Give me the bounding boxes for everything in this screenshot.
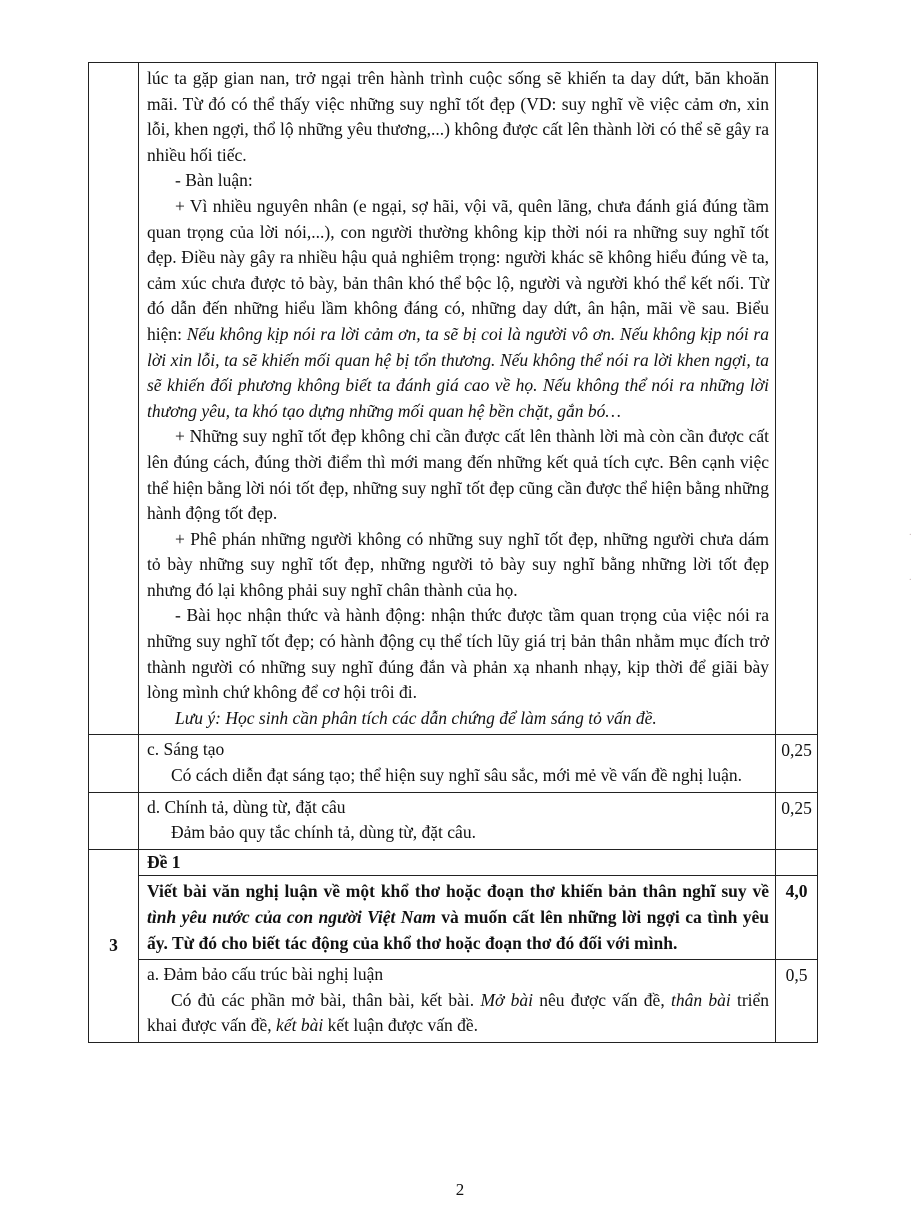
example-italic-text: Nếu không kịp nói ra lời cảm ơn, ta sẽ bị coi là người vô ơn. Nếu không kịp nói ra lời xin lỗi, ta sẽ khiến mối quan hệ bị tổn thương. Nếu không thể nói ra lời khen ngợi, ta sẽ khiến đối phương không biết ta đánh giá cao về họ. Nếu không thể nói ra những lời thương yêu, ta khó tạo dựng những mối quan hệ bền chặt, gắn bó… [147, 323, 769, 421]
prompt-emphasis: tình yêu nước của con người Việt Nam [147, 907, 436, 927]
essay-prompt [147, 879, 769, 956]
discussion-heading: - Bàn luận: [175, 170, 253, 191]
table-row-discussion [89, 63, 818, 735]
structure-text-4: kết luận được vấn đề. [327, 1015, 478, 1036]
score-value [776, 876, 817, 904]
criterion-title: d. Chính tả, dùng từ, đặt câu [147, 796, 346, 817]
score-cell [776, 792, 818, 849]
content-cell [139, 876, 776, 960]
criterion-description: Có cách diễn đạt sáng tạo; thể hiện suy nghĩ sâu sắc, mới mẻ về vấn đề nghị luận. [171, 765, 743, 786]
content-cell [139, 849, 776, 876]
structure-text-2: nêu được vấn đề, [539, 989, 665, 1010]
cause-text: + Vì nhiều nguyên nhân (e ngại, sợ hãi, vội vã, quên lãng, chưa đánh giá đúng tầm quan trọng của lời nói,...), con người thường không kịp thời nói ra những suy nghĩ tốt đẹp. Điều này gây ra nhiều hậu quả nghiêm trọng: người khác sẽ không hiểu đúng về ta, cảm xúc chưa được tỏ bày, bản thân khó thể bộc lộ, người và người khó thể kết nối. Từ đó dẫn đến những hiểu lầm không đáng có, những day dứt, ân hận, mãi về sau. Biểu hiện: [147, 195, 769, 344]
question-number-cell [89, 849, 139, 1042]
structure-text-3: triển khai được vấn đề, [147, 989, 770, 1036]
content-cell [139, 735, 776, 792]
criterion-description: Đảm bảo quy tắc chính tả, dùng từ, đặt câu. [171, 822, 476, 843]
table-row-de-label [89, 849, 818, 876]
lesson-paragraph: - Bài học nhận thức và hành động: nhận thức được tầm quan trọng của việc nói ra những suy nghĩ tốt đẹp; có hành động cụ thể tích lũy giá trị bản thân nhằm mục đích trở thành người có những suy nghĩ đúng đắn và phản xạ nhanh nhạy, kịp thời để giãi bày lòng mình chứ không để cơ hội trôi đi. [147, 605, 769, 703]
content-cell [139, 960, 776, 1043]
table-row-creativity [89, 735, 818, 792]
scoring-table [88, 62, 818, 1043]
score-value: 0,5 [785, 965, 808, 986]
de-label: Đề 1 [147, 851, 181, 872]
score-value: 0,25 [781, 797, 812, 818]
prompt-score: 4,0 [785, 881, 808, 902]
discussion-method-paragraph: + Những suy nghĩ tốt đẹp không chỉ cần được cất lên thành lời mà còn cần được cất lên đúng cách, đúng thời điểm thì mới mang đến những kết quả tích cực. Bên cạnh việc thể hiện bằng lời nói tốt đẹp, những suy nghĩ tốt đẹp cũng cần được thể hiện bằng những hành động tốt đẹp. [147, 426, 769, 524]
discussion-cause-paragraph [147, 194, 769, 424]
score-cell [776, 849, 818, 876]
score-cell [776, 876, 818, 960]
criterion-title: c. Sáng tạo [147, 739, 225, 760]
table-row-spelling [89, 792, 818, 849]
scan-mark: · [908, 575, 912, 586]
note-text: Lưu ý: Học sinh cần phân tích các dẫn chứng để làm sáng tỏ vấn đề. [175, 707, 657, 728]
question-cell [89, 792, 139, 849]
score-cell [776, 63, 818, 735]
content-cell [139, 63, 776, 735]
prompt-part-2: và muốn cất lên những lời ngợi ca tình yêu ấy. Từ đó cho biết tác động của khổ thơ hoặc đoạn thơ đó đối với mình. [147, 907, 769, 953]
scan-mark: · [908, 530, 912, 541]
content-cell [139, 792, 776, 849]
criterion-description [147, 988, 769, 1039]
discussion-critique-paragraph: + Phê phán những người không có những suy nghĩ tốt đẹp, những người chưa dám tỏ bày những suy nghĩ tốt đẹp, những người tỏ bày suy nghĩ bằng những lời tốt đẹp nhưng đó lại không phải suy nghĩ chân thành của họ. [147, 528, 769, 600]
score-cell [776, 960, 818, 1043]
score-value: 0,25 [781, 740, 812, 761]
question-cell [89, 63, 139, 735]
consequence-paragraph: lúc ta gặp gian nan, trở ngại trên hành trình cuộc sống sẽ khiến ta day dứt, băn khoăn mãi. Từ đó có thể thấy việc những suy nghĩ tốt đẹp (VD: suy nghĩ về việc cảm ơn, xin lỗi, khen ngợi, thổ lộ những yêu thương,...) không được cất lên thành lời có thể sẽ gây ra nhiều hối tiếc. [147, 68, 769, 165]
table-row-structure [89, 960, 818, 1043]
criterion-title: a. Đảm bảo cấu trúc bài nghị luận [147, 964, 384, 985]
prompt-part-1: Viết bài văn nghị luận về một khổ thơ hoặc đoạn thơ khiến bản thân nghĩ suy về [147, 881, 769, 902]
note-paragraph [147, 706, 769, 732]
page-number: 2 [455, 1180, 465, 1199]
question-cell [89, 735, 139, 792]
answer-key-sheet [88, 62, 818, 1043]
structure-em-1: Mở bài [480, 989, 533, 1010]
structure-em-2: thân bài [670, 989, 731, 1010]
table-row-prompt [89, 876, 818, 960]
score-cell [776, 735, 818, 792]
structure-text-1: Có đủ các phần mở bài, thân bài, kết bài. [171, 989, 475, 1010]
structure-em-3: kết bài [276, 1015, 324, 1036]
question-number: 3 [109, 935, 118, 956]
